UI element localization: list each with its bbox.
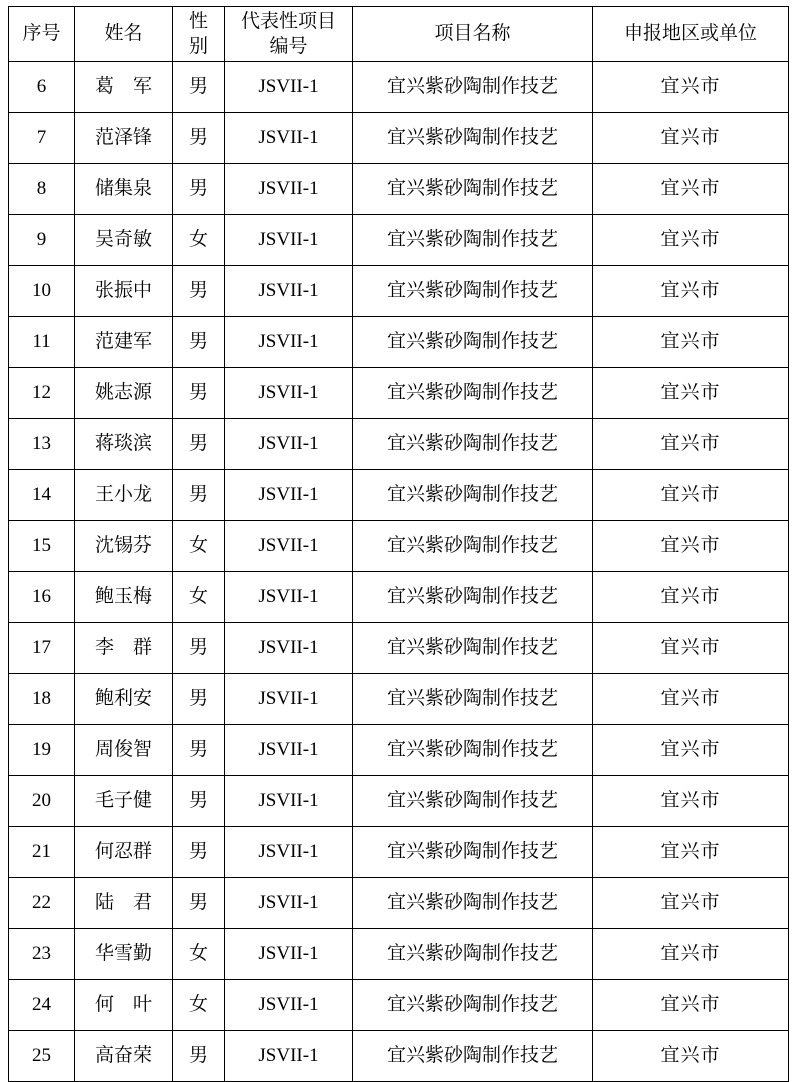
cell-declaring-region: 宜兴市: [593, 980, 789, 1031]
cell-project-name: 宜兴紫砂陶制作技艺: [353, 1031, 593, 1082]
cell-project-name: 宜兴紫砂陶制作技艺: [353, 878, 593, 929]
cell-project-name: 宜兴紫砂陶制作技艺: [353, 215, 593, 266]
column-header-sex-label-line1: 性: [188, 11, 208, 32]
table-row: [9, 266, 789, 317]
representative-inheritors-table: [8, 6, 789, 1082]
cell-gender: 男: [173, 317, 225, 368]
cell-declaring-region: 宜兴市: [593, 266, 789, 317]
column-header-code: [225, 7, 353, 62]
cell-gender: 男: [173, 827, 225, 878]
table-row: [9, 572, 789, 623]
cell-project-code: JSVII-1: [225, 521, 353, 572]
cell-project-code: JSVII-1: [225, 470, 353, 521]
table-header-row: [9, 7, 789, 62]
cell-project-name: 宜兴紫砂陶制作技艺: [353, 776, 593, 827]
cell-declaring-region: 宜兴市: [593, 878, 789, 929]
cell-inheritor-name: 高奋荣: [75, 1031, 173, 1082]
cell-gender: 男: [173, 164, 225, 215]
cell-gender: 女: [173, 980, 225, 1031]
table-row: [9, 980, 789, 1031]
cell-project-code: JSVII-1: [225, 368, 353, 419]
cell-declaring-region: 宜兴市: [593, 62, 789, 113]
cell-inheritor-name: 何忍群: [75, 827, 173, 878]
cell-gender: 女: [173, 929, 225, 980]
cell-sequence-number: 11: [9, 317, 75, 368]
cell-inheritor-name: 范泽锋: [75, 113, 173, 164]
table-row: [9, 725, 789, 776]
cell-declaring-region: 宜兴市: [593, 776, 789, 827]
cell-inheritor-name: 华雪勤: [75, 929, 173, 980]
cell-inheritor-name: 储集泉: [75, 164, 173, 215]
cell-declaring-region: 宜兴市: [593, 725, 789, 776]
table-row: [9, 674, 789, 725]
cell-project-code: JSVII-1: [225, 266, 353, 317]
cell-gender: 女: [173, 215, 225, 266]
cell-project-code: JSVII-1: [225, 878, 353, 929]
cell-sequence-number: 19: [9, 725, 75, 776]
cell-gender: 男: [173, 113, 225, 164]
cell-project-name: 宜兴紫砂陶制作技艺: [353, 368, 593, 419]
cell-sequence-number: 21: [9, 827, 75, 878]
cell-inheritor-name: 何 叶: [75, 980, 173, 1031]
cell-gender: 男: [173, 62, 225, 113]
cell-project-name: 宜兴紫砂陶制作技艺: [353, 164, 593, 215]
cell-declaring-region: 宜兴市: [593, 623, 789, 674]
cell-sequence-number: 7: [9, 113, 75, 164]
table-row: [9, 929, 789, 980]
cell-project-code: JSVII-1: [225, 929, 353, 980]
cell-declaring-region: 宜兴市: [593, 215, 789, 266]
cell-declaring-region: 宜兴市: [593, 368, 789, 419]
cell-sequence-number: 20: [9, 776, 75, 827]
table-row: [9, 776, 789, 827]
column-header-sex-label-line2: 别: [188, 36, 208, 57]
cell-project-name: 宜兴紫砂陶制作技艺: [353, 929, 593, 980]
cell-declaring-region: 宜兴市: [593, 929, 789, 980]
cell-gender: 男: [173, 776, 225, 827]
cell-project-name: 宜兴紫砂陶制作技艺: [353, 725, 593, 776]
cell-project-name: 宜兴紫砂陶制作技艺: [353, 980, 593, 1031]
column-header-name: [75, 7, 173, 62]
cell-gender: 男: [173, 623, 225, 674]
column-header-code-label-line2: 编号: [269, 36, 308, 57]
table-header: [9, 7, 789, 62]
cell-sequence-number: 18: [9, 674, 75, 725]
cell-project-code: JSVII-1: [225, 215, 353, 266]
table-row: [9, 878, 789, 929]
cell-declaring-region: 宜兴市: [593, 521, 789, 572]
cell-gender: 男: [173, 368, 225, 419]
cell-sequence-number: 22: [9, 878, 75, 929]
cell-sequence-number: 23: [9, 929, 75, 980]
cell-project-name: 宜兴紫砂陶制作技艺: [353, 266, 593, 317]
cell-sequence-number: 17: [9, 623, 75, 674]
table-row: [9, 1031, 789, 1082]
cell-project-name: 宜兴紫砂陶制作技艺: [353, 674, 593, 725]
cell-sequence-number: 8: [9, 164, 75, 215]
cell-sequence-number: 9: [9, 215, 75, 266]
cell-gender: 女: [173, 572, 225, 623]
cell-declaring-region: 宜兴市: [593, 317, 789, 368]
cell-sequence-number: 10: [9, 266, 75, 317]
column-header-region-label: 申报地区或单位: [623, 23, 757, 44]
table-row: [9, 521, 789, 572]
cell-declaring-region: 宜兴市: [593, 470, 789, 521]
cell-project-code: JSVII-1: [225, 317, 353, 368]
cell-declaring-region: 宜兴市: [593, 164, 789, 215]
column-header-seq-label: 序号: [22, 23, 61, 44]
cell-inheritor-name: 毛子健: [75, 776, 173, 827]
cell-project-name: 宜兴紫砂陶制作技艺: [353, 521, 593, 572]
cell-sequence-number: 13: [9, 419, 75, 470]
cell-sequence-number: 14: [9, 470, 75, 521]
table-body: [9, 62, 789, 1082]
cell-project-name: 宜兴紫砂陶制作技艺: [353, 572, 593, 623]
cell-inheritor-name: 姚志源: [75, 368, 173, 419]
cell-inheritor-name: 范建军: [75, 317, 173, 368]
cell-project-code: JSVII-1: [225, 725, 353, 776]
cell-gender: 男: [173, 1031, 225, 1082]
cell-inheritor-name: 葛 军: [75, 62, 173, 113]
cell-project-code: JSVII-1: [225, 623, 353, 674]
cell-declaring-region: 宜兴市: [593, 674, 789, 725]
cell-project-code: JSVII-1: [225, 419, 353, 470]
cell-inheritor-name: 陆 君: [75, 878, 173, 929]
cell-declaring-region: 宜兴市: [593, 1031, 789, 1082]
cell-gender: 男: [173, 878, 225, 929]
column-header-project: [353, 7, 593, 62]
cell-project-name: 宜兴紫砂陶制作技艺: [353, 317, 593, 368]
cell-gender: 男: [173, 725, 225, 776]
cell-project-name: 宜兴紫砂陶制作技艺: [353, 419, 593, 470]
cell-inheritor-name: 蒋琰滨: [75, 419, 173, 470]
cell-declaring-region: 宜兴市: [593, 113, 789, 164]
table-row: [9, 215, 789, 266]
cell-sequence-number: 16: [9, 572, 75, 623]
cell-inheritor-name: 沈锡芬: [75, 521, 173, 572]
cell-project-code: JSVII-1: [225, 164, 353, 215]
table-row: [9, 164, 789, 215]
cell-declaring-region: 宜兴市: [593, 572, 789, 623]
column-header-region: [593, 7, 789, 62]
cell-project-code: JSVII-1: [225, 572, 353, 623]
cell-sequence-number: 12: [9, 368, 75, 419]
cell-inheritor-name: 吴奇敏: [75, 215, 173, 266]
column-header-name-label: 姓名: [104, 23, 143, 44]
column-header-seq: [9, 7, 75, 62]
cell-inheritor-name: 鲍利安: [75, 674, 173, 725]
cell-project-code: JSVII-1: [225, 980, 353, 1031]
cell-sequence-number: 24: [9, 980, 75, 1031]
table-row: [9, 419, 789, 470]
table-row: [9, 470, 789, 521]
cell-declaring-region: 宜兴市: [593, 419, 789, 470]
cell-gender: 男: [173, 470, 225, 521]
cell-inheritor-name: 鲍玉梅: [75, 572, 173, 623]
cell-project-code: JSVII-1: [225, 674, 353, 725]
table-row: [9, 827, 789, 878]
cell-sequence-number: 15: [9, 521, 75, 572]
table-row: [9, 62, 789, 113]
cell-project-name: 宜兴紫砂陶制作技艺: [353, 113, 593, 164]
cell-project-code: JSVII-1: [225, 62, 353, 113]
cell-project-name: 宜兴紫砂陶制作技艺: [353, 623, 593, 674]
column-header-code-label-line1: 代表性项目: [240, 11, 336, 32]
cell-project-code: JSVII-1: [225, 776, 353, 827]
cell-sequence-number: 25: [9, 1031, 75, 1082]
cell-gender: 男: [173, 419, 225, 470]
cell-project-code: JSVII-1: [225, 113, 353, 164]
cell-project-name: 宜兴紫砂陶制作技艺: [353, 62, 593, 113]
cell-inheritor-name: 王小龙: [75, 470, 173, 521]
cell-gender: 女: [173, 521, 225, 572]
cell-declaring-region: 宜兴市: [593, 827, 789, 878]
table-row: [9, 368, 789, 419]
table-row: [9, 317, 789, 368]
cell-gender: 男: [173, 674, 225, 725]
cell-sequence-number: 6: [9, 62, 75, 113]
column-header-sex: [173, 7, 225, 62]
table-row: [9, 113, 789, 164]
column-header-project-label: 项目名称: [434, 23, 511, 44]
cell-inheritor-name: 周俊智: [75, 725, 173, 776]
cell-project-name: 宜兴紫砂陶制作技艺: [353, 827, 593, 878]
cell-project-name: 宜兴紫砂陶制作技艺: [353, 470, 593, 521]
cell-inheritor-name: 李 群: [75, 623, 173, 674]
cell-inheritor-name: 张振中: [75, 266, 173, 317]
cell-gender: 男: [173, 266, 225, 317]
cell-project-code: JSVII-1: [225, 1031, 353, 1082]
table-row: [9, 623, 789, 674]
cell-project-code: JSVII-1: [225, 827, 353, 878]
document-page: [0, 6, 801, 1066]
